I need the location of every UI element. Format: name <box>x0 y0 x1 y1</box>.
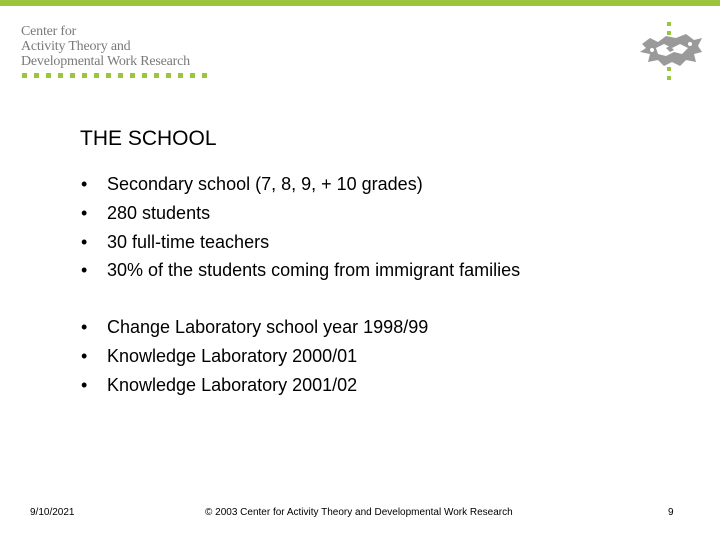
list-item: • 30% of the students coming from immigrant families <box>80 256 520 285</box>
slide-title: THE SCHOOL <box>80 127 217 150</box>
footer-copyright: © 2003 Center for Activity Theory and Developmental Work Research <box>205 507 513 518</box>
footer-date: 9/10/2021 <box>30 507 75 518</box>
school-facts-list <box>80 170 520 285</box>
university-crest-icon <box>636 22 706 80</box>
organization-name <box>21 24 190 69</box>
list-item: • Knowledge Laboratory 2000/01 <box>80 342 428 371</box>
list-item: • Change Laboratory school year 1998/99 <box>80 313 428 342</box>
laboratory-timeline-list <box>80 313 428 399</box>
org-name-line-3: Developmental Work Research <box>21 54 190 69</box>
list-item: • Secondary school (7, 8, 9, + 10 grades) <box>80 170 520 199</box>
org-name-line-1: Center for <box>21 24 77 39</box>
dotted-divider <box>22 73 212 79</box>
page-number: 9 <box>668 507 674 518</box>
top-accent-bar <box>0 0 720 6</box>
list-item: • Knowledge Laboratory 2001/02 <box>80 371 428 400</box>
list-item: • 30 full-time teachers <box>80 228 520 257</box>
org-name-line-2: Activity Theory and <box>21 39 131 54</box>
list-item: • 280 students <box>80 199 520 228</box>
